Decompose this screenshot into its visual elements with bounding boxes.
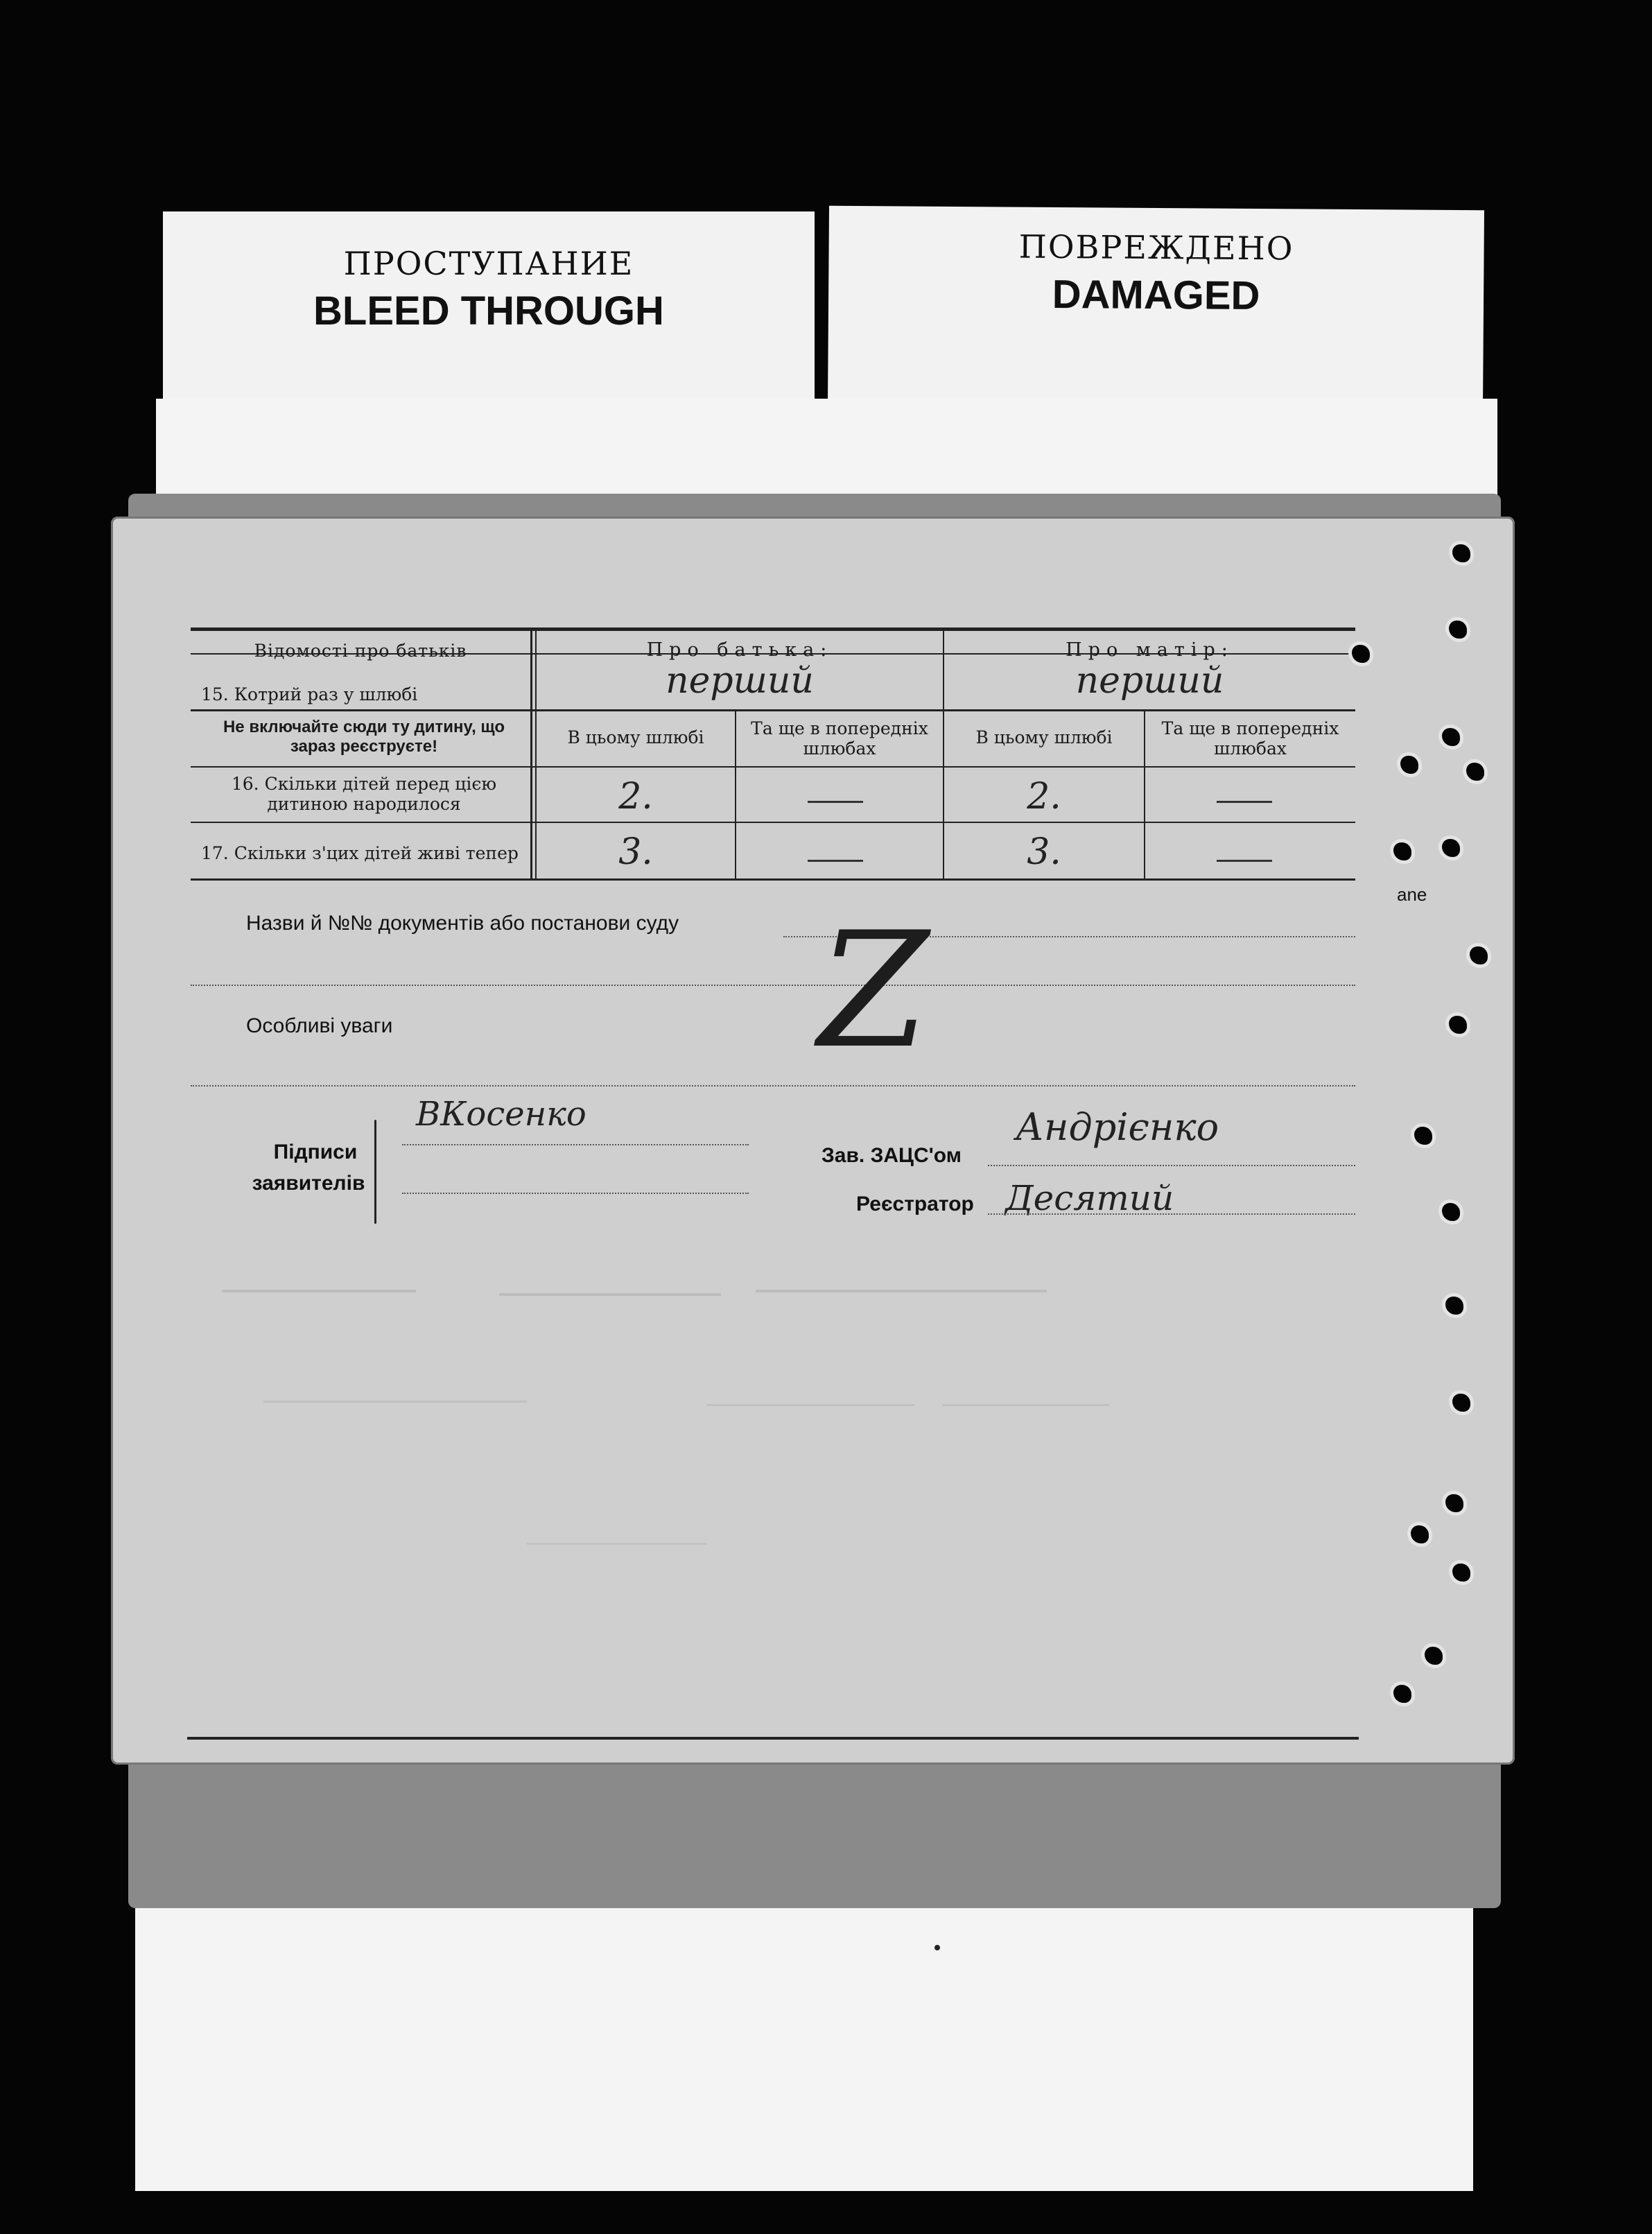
- punch-hole: [1466, 763, 1484, 781]
- table-rule: [191, 766, 1355, 768]
- punch-hole: [1452, 1394, 1470, 1412]
- punch-hole: [1445, 1494, 1463, 1512]
- punch-hole: [1452, 1564, 1470, 1582]
- punch-hole: [1445, 1297, 1463, 1315]
- row17-father-this: 3.: [618, 831, 653, 873]
- bleed-through-mark: [707, 1404, 915, 1406]
- damaged-card: [828, 206, 1484, 412]
- notes-z-mark: Z: [818, 899, 929, 1084]
- bleed-through-mark: [222, 1290, 416, 1292]
- punch-hole: [1400, 756, 1418, 774]
- head-label: Зав. ЗАЦС'ом: [821, 1144, 962, 1167]
- row17-mother-prev-dash: [1217, 860, 1272, 862]
- table-rule: [191, 709, 1355, 711]
- documents-line-2: [191, 985, 1355, 986]
- backing-sheet-top: [156, 399, 1497, 510]
- bleed-through-mark: [499, 1293, 721, 1296]
- table-header-info: Відомості про батьків: [254, 641, 467, 661]
- margin-fragment: ane: [1397, 884, 1427, 905]
- bleed-through-mark: [527, 1543, 707, 1545]
- applicant-signature: ВКосенко: [416, 1095, 586, 1134]
- notes-label: Особливі уваги: [246, 1014, 393, 1037]
- table-header-mother: Про матір:: [1066, 639, 1234, 661]
- row15-label: 15. Котрий раз у шлюбі: [201, 684, 418, 704]
- punch-hole: [1452, 544, 1470, 562]
- damaged-label-en: DAMAGED: [1052, 271, 1260, 319]
- row16-mother-prev-dash: [1217, 801, 1272, 803]
- table-top-rule: [191, 627, 1355, 631]
- signatures-bracket: [374, 1120, 376, 1224]
- speck: [934, 1945, 940, 1950]
- bleed-through-label-en: BLEED THROUGH: [313, 288, 664, 334]
- applicant-line-1: [402, 1144, 749, 1145]
- col-divider: [530, 629, 532, 880]
- registrar-signature: Десятий: [1005, 1178, 1174, 1218]
- bleed-through-mark: [943, 1404, 1109, 1406]
- punch-hole: [1442, 1203, 1460, 1221]
- punch-hole: [1442, 839, 1460, 857]
- registry-form-page: [111, 517, 1515, 1765]
- row17-label: 17. Скільки з'цих дітей живі тепер: [201, 843, 519, 863]
- mother-this-marriage-header: В цьому шлюбі: [975, 727, 1113, 747]
- table-rule: [191, 822, 1355, 823]
- punch-hole: [1449, 1016, 1467, 1034]
- documents-label: Назви й №№ документів або постанови суду: [246, 912, 679, 935]
- registrar-label: Реєстратор: [856, 1193, 974, 1215]
- punch-hole: [1449, 621, 1467, 639]
- row16-father-this: 2.: [618, 776, 653, 817]
- mother-prev-marriages-header: Та ще в попередніх шлюбах: [1161, 718, 1339, 759]
- punch-hole: [1352, 645, 1370, 663]
- table-header-father: Про батька:: [646, 639, 833, 661]
- row17-father-prev-dash: [808, 860, 863, 862]
- registrar-line: [988, 1213, 1355, 1215]
- punch-hole: [1442, 728, 1460, 746]
- bleed-through-card: [163, 211, 815, 406]
- signatures-label-1: Підписи: [273, 1141, 358, 1163]
- punch-hole: [1393, 842, 1411, 860]
- page-bottom-rule: [187, 1737, 1359, 1740]
- punch-hole: [1393, 1685, 1411, 1703]
- exclusion-note: Не включайте сюди ту дитину, що зараз реєструєте!: [223, 718, 505, 756]
- punch-hole: [1411, 1525, 1429, 1543]
- bleed-through-mark: [263, 1401, 527, 1403]
- damaged-label-ru: ПОВРЕЖДЕНО: [1018, 227, 1294, 268]
- bleed-through-label-ru: ПРОСТУПАНИЕ: [343, 245, 634, 282]
- bleed-through-mark: [756, 1290, 1047, 1292]
- row15-father-value: перший: [666, 660, 814, 702]
- row15-mother-value: перший: [1075, 660, 1224, 702]
- row16-father-prev-dash: [808, 801, 863, 803]
- notes-line: [191, 1085, 1355, 1086]
- father-prev-marriages-header: Та ще в попередніх шлюбах: [751, 718, 928, 759]
- head-signature: Андрієнко: [1016, 1105, 1219, 1149]
- applicant-line-2: [402, 1193, 749, 1194]
- punch-hole: [1470, 946, 1488, 964]
- punch-hole: [1425, 1647, 1443, 1665]
- row16-mother-this: 2.: [1027, 776, 1061, 817]
- table-bottom-rule: [191, 878, 1355, 881]
- row16-label: 16. Скільки дітей перед цією дитиною народилося: [231, 774, 497, 814]
- punch-hole: [1414, 1127, 1432, 1145]
- signatures-label-2: заявителів: [252, 1172, 365, 1195]
- row17-mother-this: 3.: [1027, 831, 1061, 873]
- head-line: [988, 1165, 1355, 1166]
- father-this-marriage-header: В цьому шлюбі: [567, 727, 704, 747]
